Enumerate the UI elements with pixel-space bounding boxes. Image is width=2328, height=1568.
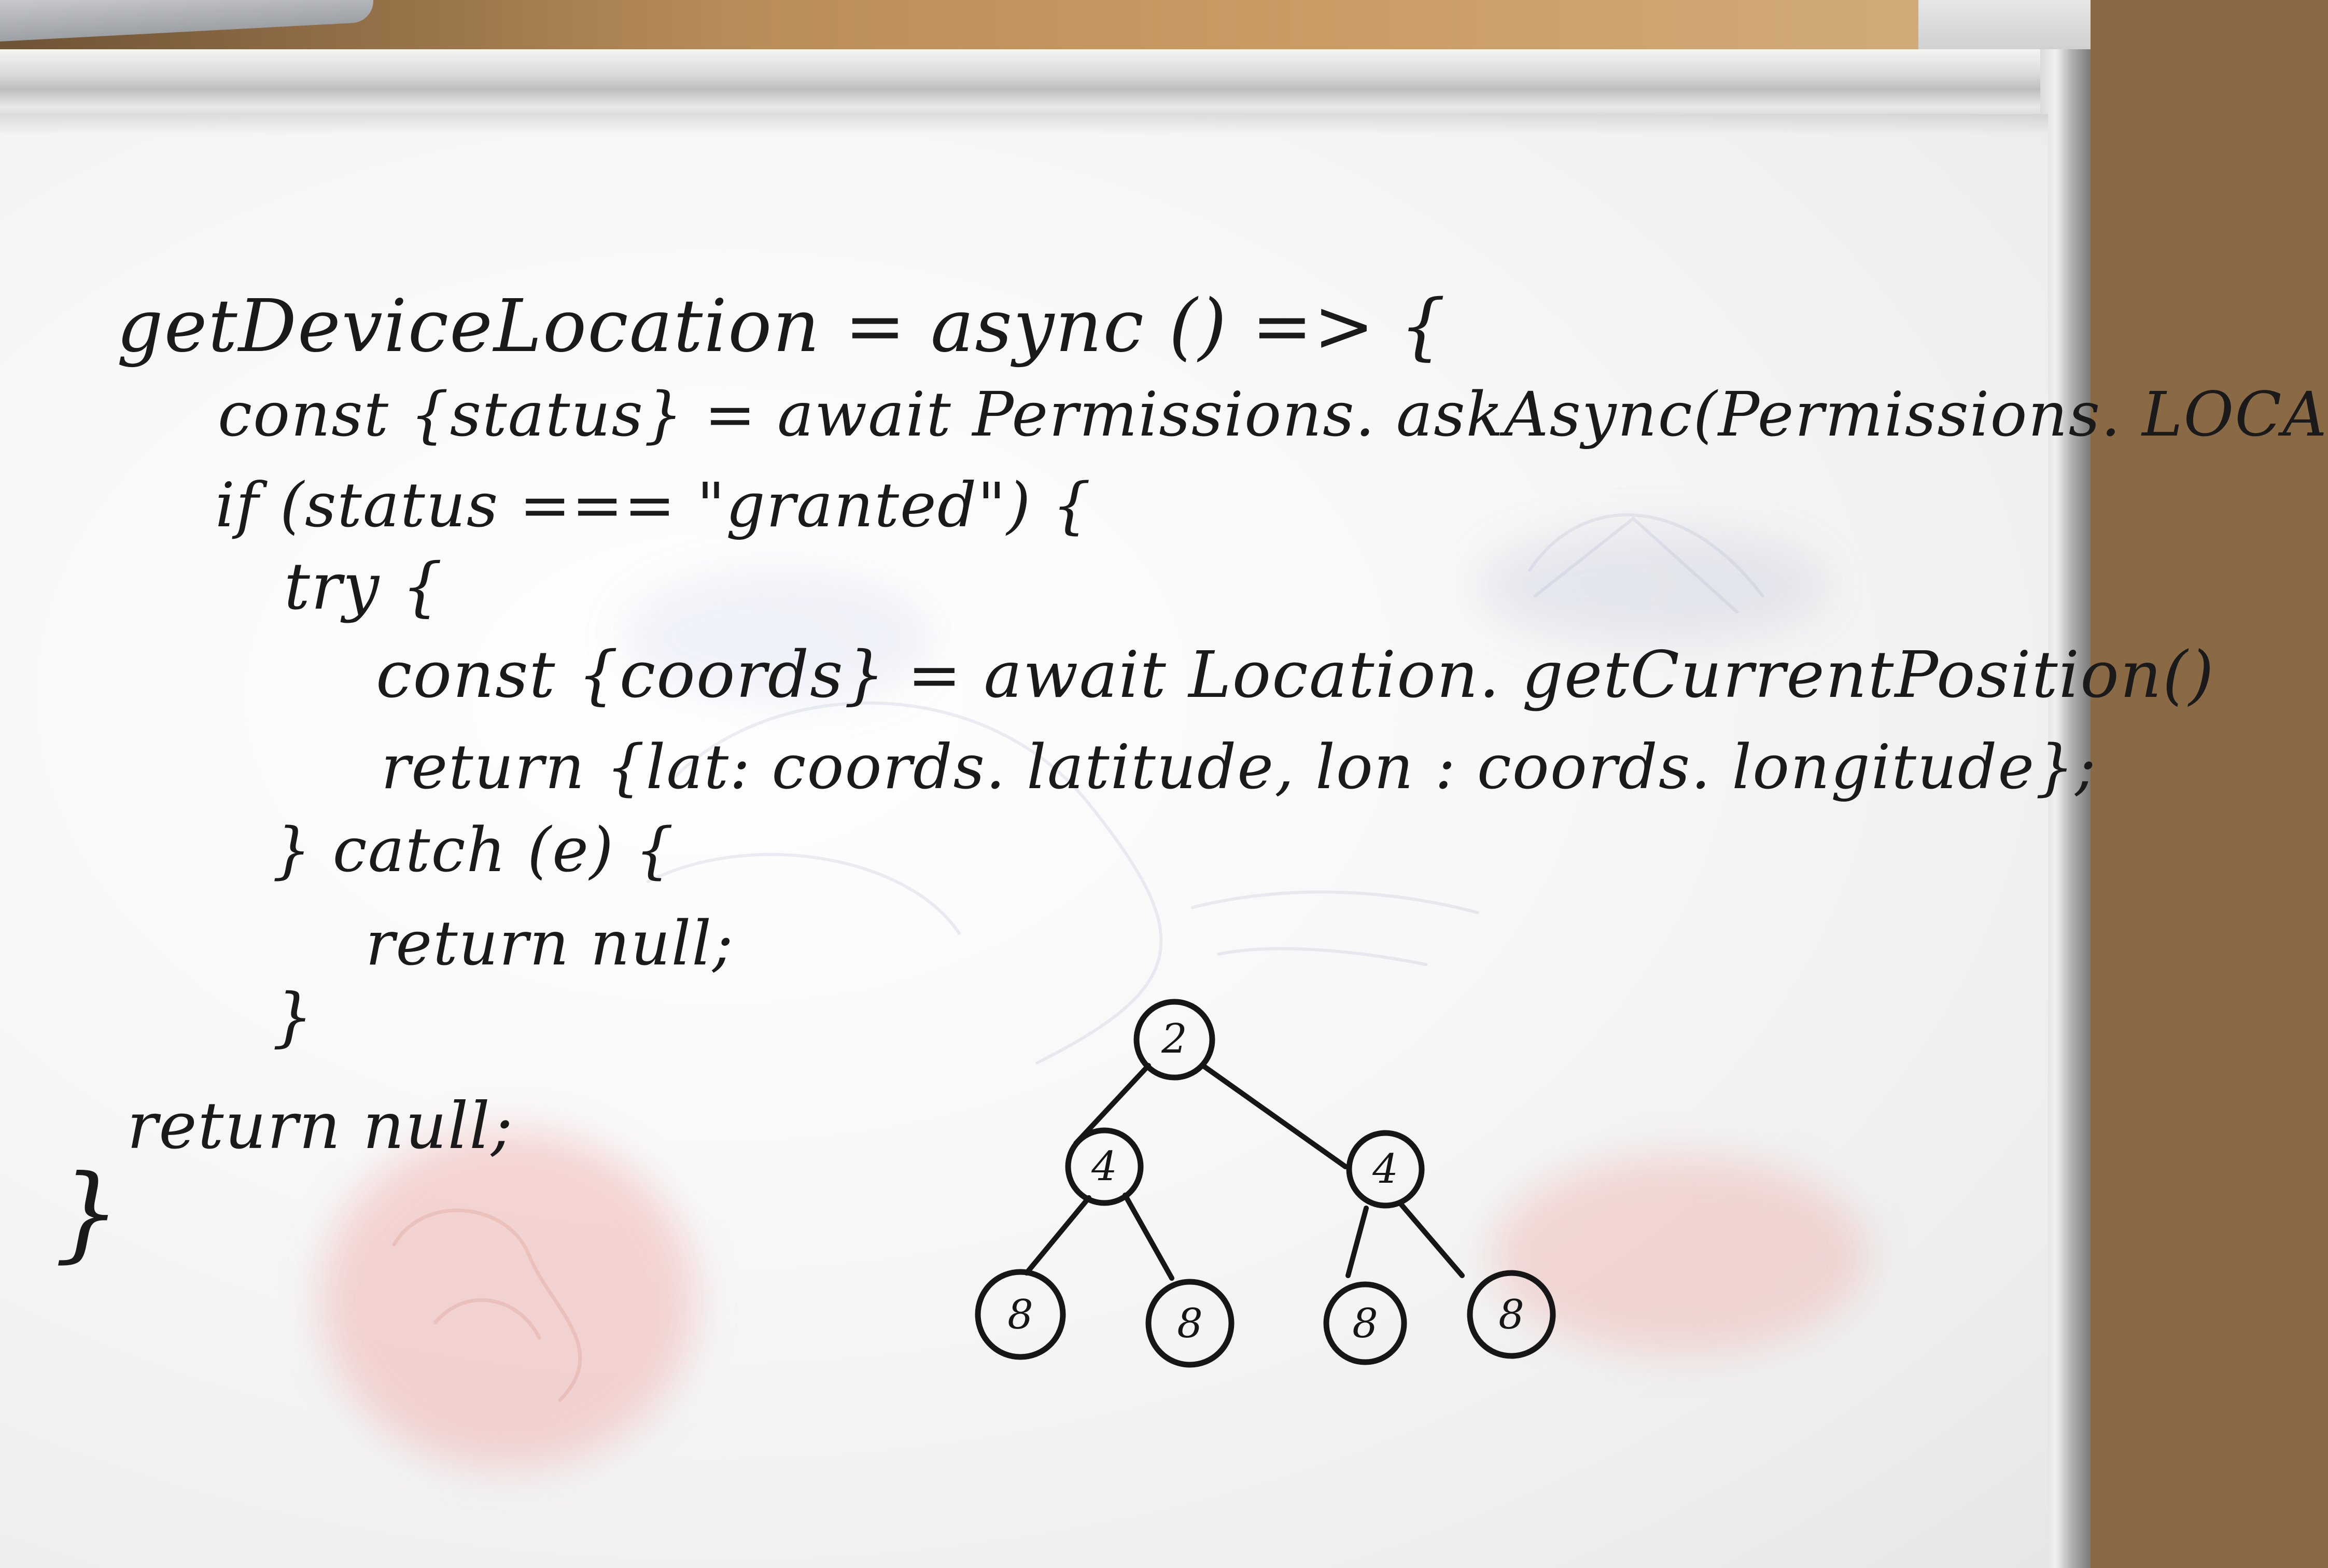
binary-tree-diagram: [944, 990, 1597, 1441]
tree-edge: [1027, 1198, 1089, 1273]
code-line-return-null-inner: return null;: [366, 907, 734, 979]
tree-node-left: 4: [1091, 1143, 1117, 1190]
tree-node-leaf-1: 8: [1007, 1292, 1033, 1338]
code-line-return-null-outer: return null;: [127, 1089, 514, 1164]
code-line-close-catch: }: [272, 980, 314, 1055]
code-line-get-position: const {coords} = await Location. getCurrentPosition(): [376, 638, 2215, 712]
tree-node-root: 2: [1161, 1016, 1187, 1062]
tree-node-leaf-2: 8: [1177, 1300, 1203, 1347]
tree-edge: [1400, 1203, 1462, 1276]
code-line-close-function: }: [54, 1153, 122, 1273]
tree-node-leaf-4: 8: [1498, 1292, 1524, 1338]
tree-edge: [1125, 1195, 1172, 1278]
tree-node-leaf-3: 8: [1352, 1300, 1378, 1347]
code-line-catch: } catch (e) {: [272, 814, 675, 886]
code-line-function-declaration: getDeviceLocation = async () => {: [117, 284, 1447, 369]
tree-edge: [1203, 1066, 1345, 1167]
tree-edge: [1348, 1208, 1366, 1276]
code-line-try: try {: [284, 550, 444, 624]
tree-node-right: 4: [1372, 1146, 1398, 1193]
code-line-permissions-request: const {status} = await Permissions. askAsync(Permissions. LOCA: [218, 379, 2328, 450]
code-line-status-check: if (status === "granted") {: [215, 469, 1092, 541]
code-line-return-coords: return {lat: coords. latitude, lon : coords. longitude};: [381, 731, 2097, 803]
